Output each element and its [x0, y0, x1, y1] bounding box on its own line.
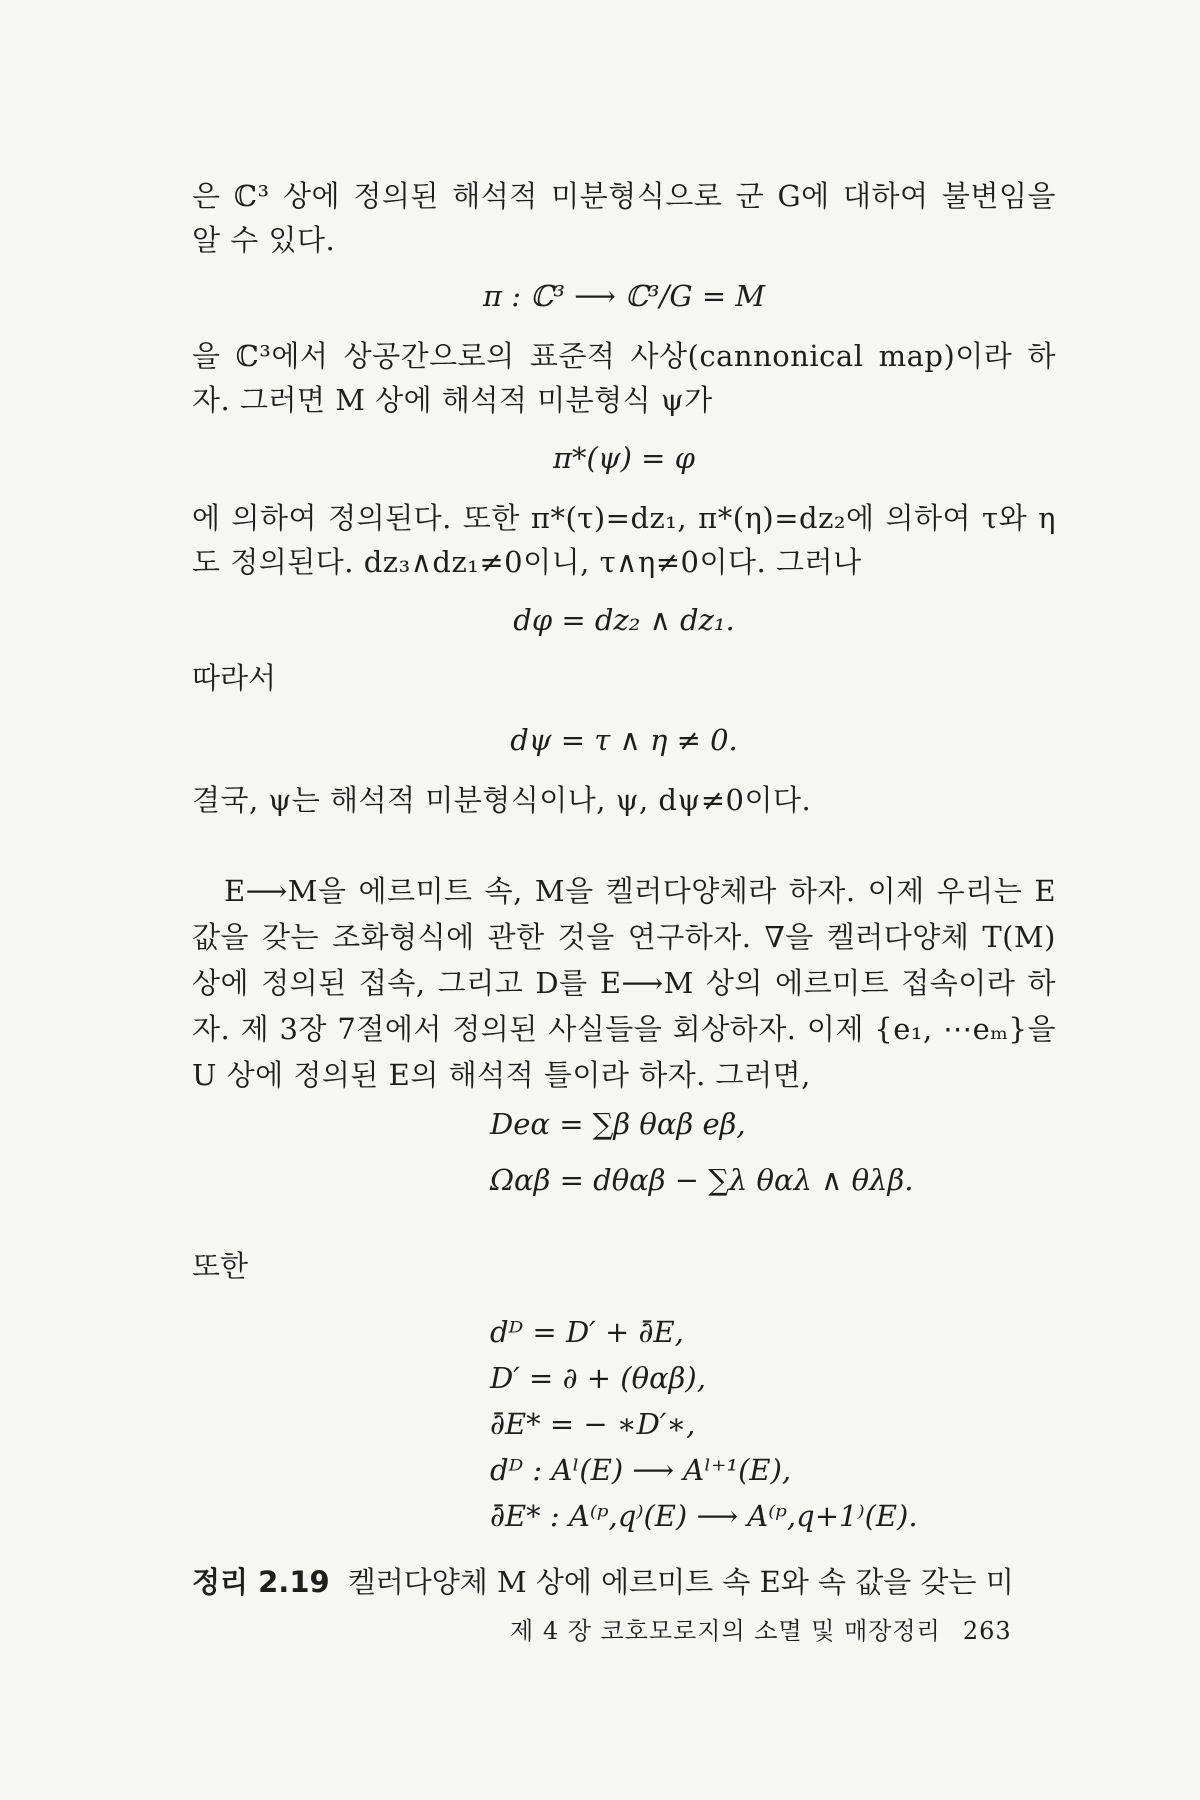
- label-also: 또한: [192, 1249, 249, 1283]
- equation-curvature: Ωαβ = dθαβ − ∑λ θαλ ∧ θλβ.: [490, 1163, 914, 1197]
- theorem-heading: 정리 2.19: [192, 1565, 330, 1599]
- paragraph-4: 결국, ψ는 해석적 미분형식이나, ψ, dψ≠0이다.: [192, 783, 812, 817]
- equation-Dprime: D′ = ∂ + (θαβ),: [490, 1361, 706, 1395]
- paragraph-5: E⟶M을 에르미트 속, M을 켈러다양체라 하자. 이제 우리는 E 값을 갖는 조화형식에 관한 것을 연구하자. ∇을 켈러다양체 T(M) 상에 정의된 접속, 그리고 D를 E⟶M 상의 에르미트 접속이라 하자. 제 3장 7절에서 정의된 사실들을 회상하자. 이제 {e₁, ⋯eₘ}을 U 상에 정의된 E의 해석적 틀이라 하자. 그러면,: [192, 874, 1056, 1092]
- theorem-2-19: [192, 1560, 1056, 1604]
- paragraph-1: 은 ℂ³ 상에 정의된 해석적 미분형식으로 군 G에 대하여 불변임을 알 수 있다.: [192, 179, 1056, 257]
- label-therefore: 따라서: [192, 661, 277, 695]
- equation-dphi: dφ = dz₂ ∧ dz₁.: [513, 603, 735, 637]
- page-number: 263: [962, 1617, 1012, 1645]
- paragraph-3: 에 의하여 정의된다. 또한 π*(τ)=dz₁, π*(η)=dz₂에 의하여 τ와 η도 정의된다. dz₃∧dz₁≠0이니, τ∧η≠0이다. 그러나: [192, 501, 1056, 579]
- equation-dD-map: dᴰ : Aˡ(E) ⟶ Aˡ⁺¹(E),: [490, 1453, 792, 1487]
- page-footer: [510, 1616, 1012, 1646]
- paragraph-2: 을 ℂ³에서 상공간으로의 표준적 사상(cannonical map)이라 하자. 그러면 M 상에 해석적 미분형식 ψ가: [192, 339, 1056, 417]
- equation-connection: Deα = ∑β θαβ eβ,: [490, 1107, 746, 1141]
- equation-dbar-star: ∂̄E* = − ∗D′∗,: [490, 1407, 696, 1441]
- equation-dbar-map: ∂̄E* : A⁽ᵖ,q⁾(E) ⟶ A⁽ᵖ,q+1⁾(E).: [490, 1499, 918, 1533]
- equation-pullback: π*(ψ) = φ: [553, 441, 695, 475]
- running-title: 제 4 장 코호모로지의 소멸 및 매장정리: [510, 1617, 941, 1645]
- equation-canonical-map: π : ℂ³ ⟶ ℂ³/G = M: [482, 279, 766, 313]
- theorem-statement: 켈러다양체 M 상에 에르미트 속 E와 속 값을 갖는 미: [347, 1565, 1014, 1599]
- equation-dpsi: dψ = τ ∧ η ≠ 0.: [510, 723, 738, 757]
- equation-dD: dᴰ = D′ + ∂̄E,: [490, 1315, 684, 1349]
